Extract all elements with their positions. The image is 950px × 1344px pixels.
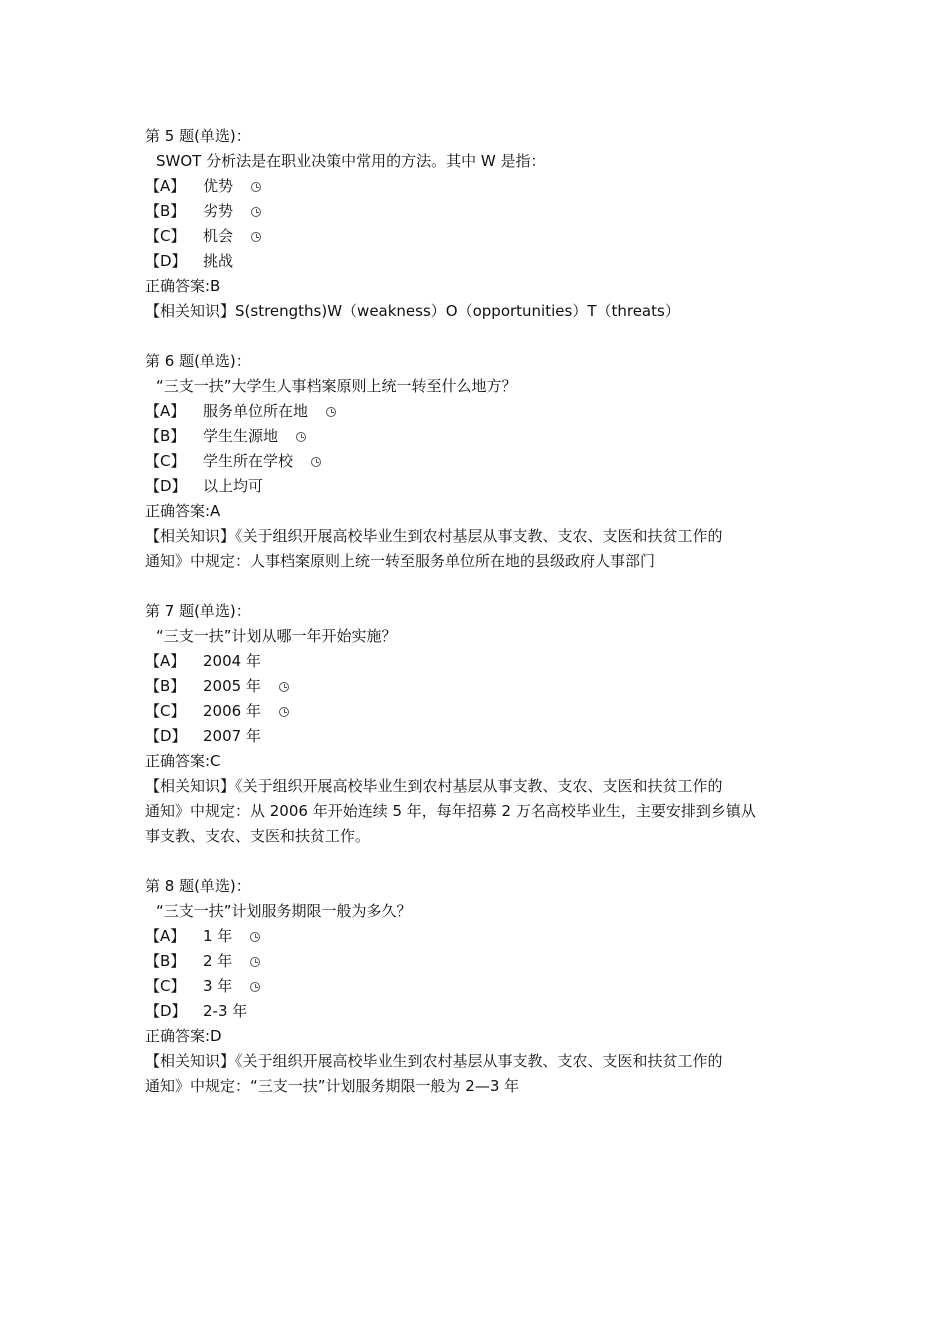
option-a <box>145 174 825 199</box>
related-knowledge: 【相关知识】《关于组织开展高校毕业生到农村基层从事支教、支农、支医和扶贫工作的 <box>145 777 723 795</box>
correct-answer: 正确答案:B <box>145 277 221 295</box>
option-b <box>145 674 825 699</box>
related-knowledge: 【相关知识】S(strengths)W（weakness）O（opportunities）T（threats） <box>145 302 680 320</box>
spacer <box>145 324 825 349</box>
question-heading: 第 5 题(单选)： <box>145 127 251 145</box>
option-key: 【D】 <box>145 727 187 745</box>
spacer <box>145 574 825 599</box>
option-c <box>145 699 825 724</box>
option-key: 【B】 <box>145 677 186 695</box>
option-text: 2004 年 <box>203 652 261 670</box>
question-heading: 第 7 题(单选)： <box>145 602 251 620</box>
document-content <box>145 124 825 1099</box>
option-d <box>145 999 825 1024</box>
option-key: 【A】 <box>145 402 186 420</box>
correct-answer: 正确答案:D <box>145 1027 222 1045</box>
option-key: 【C】 <box>145 452 186 470</box>
option-a <box>145 924 825 949</box>
question-heading: 第 8 题(单选)： <box>145 877 251 895</box>
option-d <box>145 474 825 499</box>
option-text: 2 年 <box>203 952 233 970</box>
clock-icon <box>251 182 261 192</box>
option-text: 2005 年 <box>203 677 261 695</box>
question-stem: “三支一扶”计划从哪一年开始实施？ <box>156 627 397 645</box>
question-heading: 第 6 题(单选)： <box>145 352 251 370</box>
related-knowledge: 事支教、支农、支医和扶贫工作。 <box>145 827 371 845</box>
option-b <box>145 199 825 224</box>
option-c <box>145 449 825 474</box>
option-text: 以上均可 <box>203 477 264 495</box>
option-a <box>145 649 825 674</box>
option-text: 1 年 <box>203 927 233 945</box>
option-key: 【D】 <box>145 1002 187 1020</box>
question-block <box>145 124 825 324</box>
question-stem: “三支一扶”计划服务期限一般为多久？ <box>156 902 412 920</box>
related-knowledge: 【相关知识】《关于组织开展高校毕业生到农村基层从事支教、支农、支医和扶贫工作的 <box>145 527 723 545</box>
option-key: 【B】 <box>145 427 186 445</box>
clock-icon <box>250 932 260 942</box>
option-text: 2007 年 <box>203 727 261 745</box>
clock-icon <box>251 207 261 217</box>
related-knowledge: 通知》中规定：人事档案原则上统一转至服务单位所在地的县级政府人事部门 <box>145 552 656 570</box>
correct-answer: 正确答案:C <box>145 752 221 770</box>
option-key: 【D】 <box>145 252 187 270</box>
option-text: 挑战 <box>203 252 234 270</box>
option-key: 【A】 <box>145 652 186 670</box>
clock-icon <box>251 232 261 242</box>
option-d <box>145 724 825 749</box>
correct-answer: 正确答案:A <box>145 502 221 520</box>
related-knowledge: 【相关知识】《关于组织开展高校毕业生到农村基层从事支教、支农、支医和扶贫工作的 <box>145 1052 723 1070</box>
option-text: 2006 年 <box>203 702 261 720</box>
option-key: 【B】 <box>145 952 186 970</box>
question-stem: “三支一扶”大学生人事档案原则上统一转至什么地方？ <box>156 377 517 395</box>
clock-icon <box>311 457 321 467</box>
option-key: 【D】 <box>145 477 187 495</box>
clock-icon <box>279 707 289 717</box>
option-key: 【A】 <box>145 927 186 945</box>
option-text: 服务单位所在地 <box>203 402 309 420</box>
option-c <box>145 974 825 999</box>
question-block <box>145 349 825 574</box>
option-key: 【B】 <box>145 202 186 220</box>
option-c <box>145 224 825 249</box>
option-text: 机会 <box>203 227 234 245</box>
option-key: 【C】 <box>145 977 186 995</box>
option-key: 【C】 <box>145 227 186 245</box>
option-text: 劣势 <box>203 202 234 220</box>
question-stem: SWOT 分析法是在职业决策中常用的方法。其中 W 是指： <box>156 152 546 170</box>
option-text: 学生所在学校 <box>203 452 294 470</box>
clock-icon <box>296 432 306 442</box>
clock-icon <box>326 407 336 417</box>
question-block <box>145 599 825 849</box>
spacer <box>145 849 825 874</box>
clock-icon <box>279 682 289 692</box>
related-knowledge: 通知》中规定：从 2006 年开始连续 5 年，每年招募 2 万名高校毕业生，主要安排到乡镇从 <box>145 802 756 820</box>
option-b <box>145 424 825 449</box>
option-a <box>145 399 825 424</box>
option-text: 优势 <box>203 177 234 195</box>
option-text: 2-3 年 <box>203 1002 248 1020</box>
clock-icon <box>250 957 260 967</box>
option-key: 【A】 <box>145 177 186 195</box>
option-text: 学生生源地 <box>203 427 279 445</box>
option-key: 【C】 <box>145 702 186 720</box>
option-b <box>145 949 825 974</box>
question-block <box>145 874 825 1099</box>
clock-icon <box>250 982 260 992</box>
related-knowledge: 通知》中规定：“三支一扶”计划服务期限一般为 2—3 年 <box>145 1077 520 1095</box>
option-text: 3 年 <box>203 977 233 995</box>
option-d <box>145 249 825 274</box>
